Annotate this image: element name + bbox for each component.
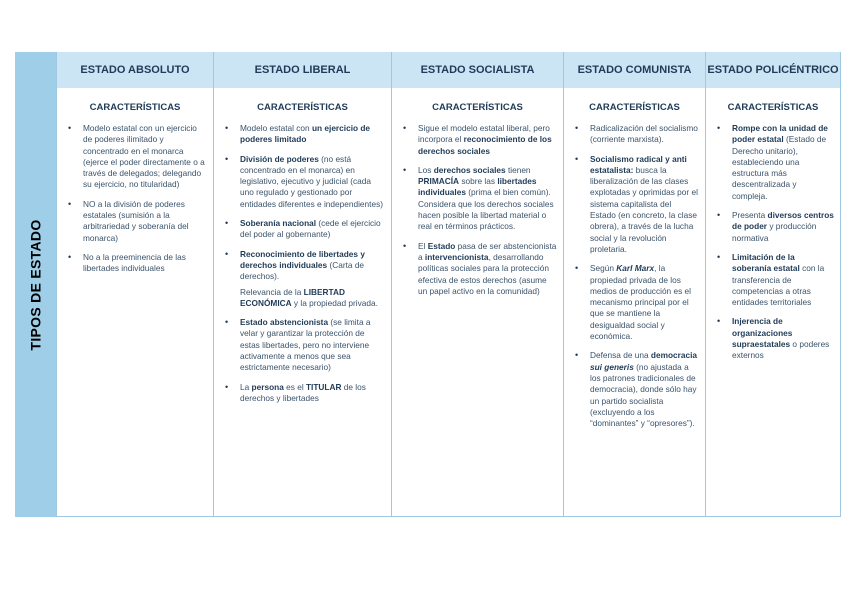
sub-paragraph: Relevancia de la LIBERTAD ECONÓMICA y la propiedad privada. (240, 286, 378, 308)
list-item: • No a la preeminencia de las libertades individuales (83, 252, 207, 275)
column-comunista (564, 88, 706, 517)
list-item: • Presenta diversos centros de poder y producción normativa (732, 210, 834, 244)
policentrico-list (712, 123, 834, 362)
list-item: • Sigue el modelo estatal liberal, pero incorpora el reconocimiento de los derechos sociales (418, 123, 557, 157)
column-policentrico (706, 88, 841, 517)
list-item: • Según Karl Marx, la propiedad privada de los medios de producción es el mecanismo principal por el que se mantiene la desigualdad social y económica. (590, 263, 699, 342)
list-item: • Injerencia de organizaciones supraestatales o poderes externos (732, 316, 834, 361)
section-label: CARACTERÍSTICAS (257, 102, 348, 113)
list-item: • Rompe con la unidad de poder estatal (Estado de Derecho unitario), estableciendo una estructura más descentralizada y compleja. (732, 123, 834, 202)
list-item: • Modelo estatal con un ejercicio de poderes limitado (240, 123, 385, 146)
absoluto-list (63, 123, 207, 275)
section-label: CARACTERÍSTICAS (89, 102, 181, 113)
types-of-state-table (15, 52, 841, 517)
liberal-list (220, 123, 385, 404)
list-item: • Limitación de la soberanía estatal con la transferencia de competencias a otras entidades territoriales (732, 252, 834, 308)
list-item: • NO a la división de poderes estatales (sumisión a la arbitrariedad y soberanía del monarca) (83, 199, 207, 244)
header-absoluto: ESTADO ABSOLUTO (57, 52, 214, 88)
header-comunista: ESTADO COMUNISTA (564, 52, 706, 88)
header-socialista: ESTADO SOCIALISTA (392, 52, 564, 88)
list-item: • Los derechos sociales tienen PRIMACÍA sobre las libertades individuales (prima el bien común). Considera que los derechos sociales hacen posible la libertad material o real en términos prácticos. (418, 165, 557, 233)
header-policentrico: ESTADO POLICÉNTRICO (706, 52, 841, 88)
list-item: • Socialismo radical y anti estatalista: busca la liberalización de las clases explotadas y oprimidas por el sistema capitalista del Estado (en concreto, la clase obrera), a través de la lucha social y la revolución proletaria. (590, 154, 699, 256)
list-item: • Soberanía nacional (cede el ejercicio del poder al gobernante) (240, 218, 385, 241)
column-absoluto (57, 88, 214, 517)
comunista-list (570, 123, 699, 429)
list-item: • División de poderes (no está concentrado en el monarca) en legislativo, ejecutivo y judicial (cada uno regulado y gestionado por entidades diferentes e independientes) (240, 154, 385, 210)
header-liberal: ESTADO LIBERAL (214, 52, 392, 88)
column-liberal (214, 88, 392, 517)
socialista-list (398, 123, 557, 297)
list-item: • Estado abstencionista (se limita a velar y garantizar la protección de estas libertades, pero no interviene activamente a menos que sea estrictamente necesario) (240, 317, 385, 373)
side-title-cell (15, 52, 57, 517)
list-item: • La persona es el TITULAR de los derechos y libertades (240, 382, 385, 405)
column-socialista (392, 88, 564, 517)
list-item: • Modelo estatal con un ejercicio de poderes ilimitado y concentrado en el monarca (ejerce el poder directamente o a través de delegados; delegando su ejercicio, no titularidad) (83, 123, 207, 191)
list-item: • El Estado pasa de ser abstencionista a intervencionista, desarrollando políticas sociales para la protección efectiva de estos derechos (asume un papel activo en la comunidad) (418, 241, 557, 297)
section-label: CARACTERÍSTICAS (432, 102, 523, 113)
list-item: • Reconocimiento de libertades y derechos individuales (Carta de derechos). Relevancia de la LIBERTAD ECONÓMICA y la propiedad privada. (240, 249, 385, 309)
section-label: CARACTERÍSTICAS (727, 102, 819, 113)
list-item: • Defensa de una democracia sui generis (no ajustada a los patrones tradicionales de democracia), donde sólo hay un partido socialista (excluyendo a los “dominantes” y “opresores”). (590, 350, 699, 429)
side-title: TIPOS DE ESTADO (27, 218, 44, 351)
list-item: • Radicalización del socialismo (corriente marxista). (590, 123, 699, 146)
section-label: CARACTERÍSTICAS (589, 102, 680, 113)
